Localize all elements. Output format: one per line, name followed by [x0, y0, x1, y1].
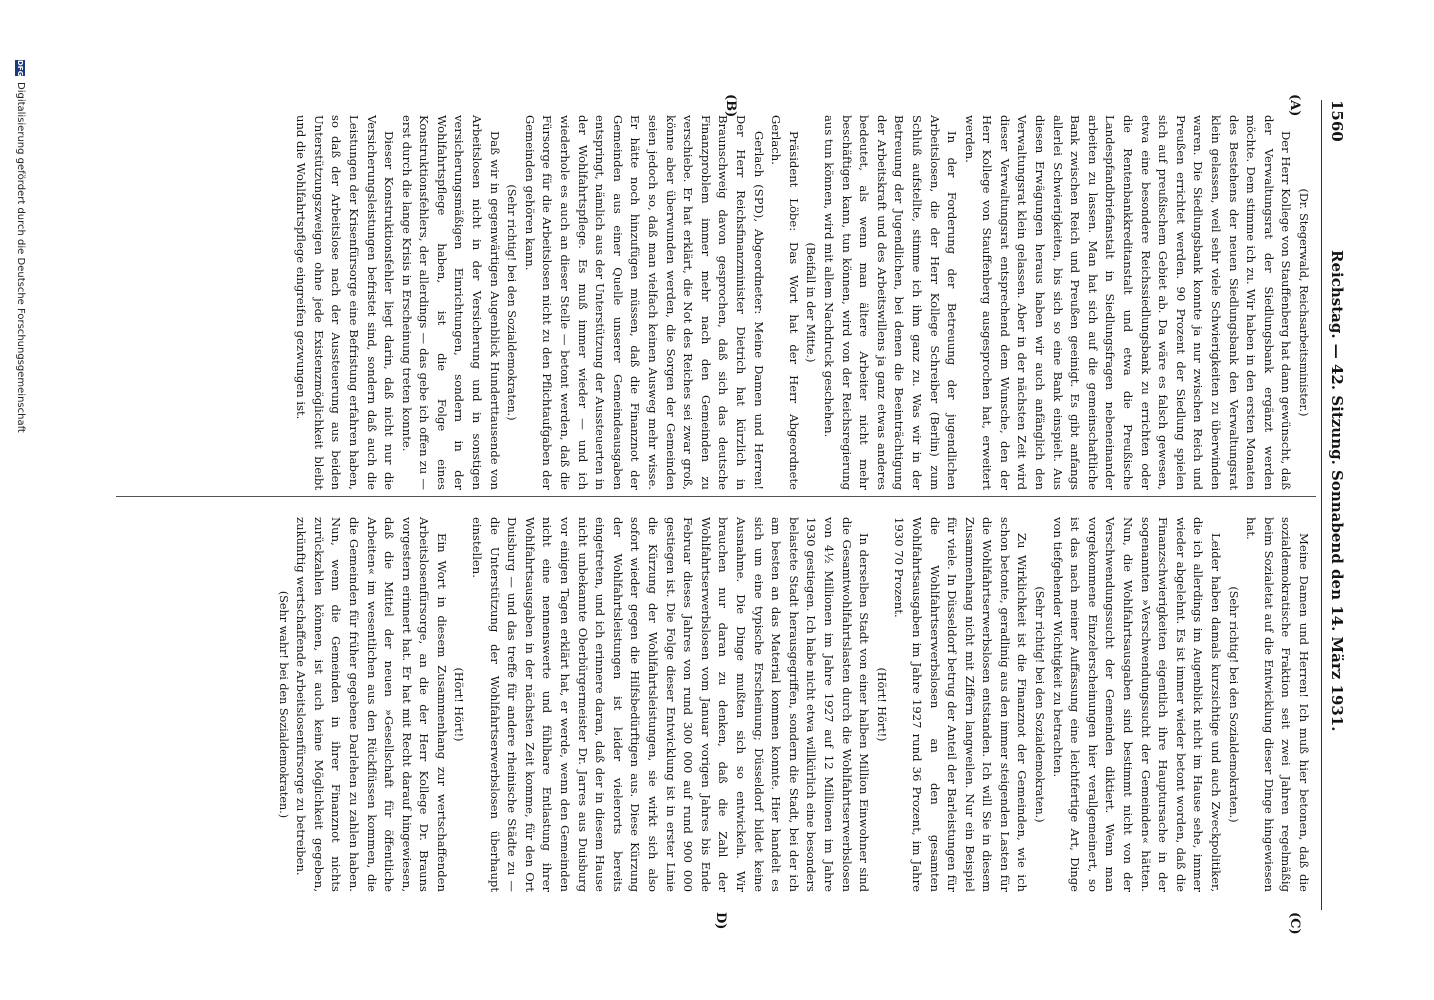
column-divider — [116, 496, 1316, 497]
interjection: (Sehr richtig! bei den Sozialdemokraten.) — [1226, 586, 1240, 823]
page-header — [1324, 100, 1346, 910]
interjection: (Sehr wahr! bei den Sozialdemokraten.) — [276, 590, 290, 819]
paragraph: In derselben Stadt von einer halben Million Einwohner sind die Gesamtwohlfahrtslasten durch die Wohlfahrtserwerbslosen von 4½ Millionen im Jahre 1927 auf 12 Millionen im Jahre 1930 gestiegen. Ich habe nicht etwa willkürlich eine besonders belastete Stadt herausgegriffen, sondern die Stadt, bei der ich am besten an das Material kommen konnte. Hier handelt es sich um eine typische Erscheinung; Düsseldorf bildet keine Ausnahme. Die Dinge mußten sich so entwickeln. Wir brauchen nur daran zu denken, daß die Zahl der Wohlfahrtserwerbslosen vom Januar vorigen Jahres bis Ende Februar dieses Jahres von rund 300 000 auf rund 900 000 gestiegen ist. Die Folge dieser Entwicklung ist in erster Linie die Kürzung der Wohlfahrtsleistungen, sie wirkt sich also sofort wieder gegen die Hilfsbedürftigen aus. Diese Kürzung der Wohlfahrtsleistungen ist leider vielerorts bereits eingetreten, und ich erinnere daran, daß der in diesem Hause nicht unbekannte Oberbürgermeister Dr. Jarres aus Duisburg vor einigen Tagen erklärt hat, er werde, wenn den Gemeinden nicht eine nennenswerte und fühlbare Entlastung ihrer Wohlfahrtsausgaben in der nächsten Zeit komme, für den Ort Duisburg — und das treffe für andere rheinische Städte zu — die Unterstützung der Wohlfahrtserwerbslosen überhaupt einstellen. — [470, 517, 872, 892]
paragraph: Gerlach (SPD), Abgeordneter: Meine Damen und Herren! Der Herr Reichsfinanzminister Dietrich hat kürzlich in Braunschweig davon gesprochen, daß sich das deutsche Finanzproblem immer mehr nach den Gemeinden zu verschiebe. Er hat erklärt, die Not des Reiches sei zwar groß, könne aber überwunden werden, die Sorgen der Gemeinden seien jedoch so, daß man vielfach keinen Ausweg mehr wisse. Er hätte noch hinzufügen müssen, daß die Finanznot der Gemeinden aus einer Quelle unserer Gemeindeausgaben entspringt, nämlich aus der Unterstützung der Aussteuerten in der Wohlfahrtspflege. Es muß immer wieder — und ich wiederhole es auch an dieser Stelle — betont werden, daß die Fürsorge für die Arbeitslosen nicht zu den Pflichtaufgaben der Gemeinden gehören kann. — [522, 115, 766, 490]
paragraph: Daß wir in gegenwärtigen Augenblick Hunderttausende von Arbeitslosen nicht in der Versicherung und in sonstigen versicherungsmäßigen Einrichtungen, sondern in der Wohlfahrtspflege haben, ist die Folge eines Konstruktionsfehlers, der allerdings — das gebe ich offen zu — erst durch die lange Krisis in Erscheinung treten konnte. — [399, 115, 502, 490]
digitization-footer — [15, 60, 26, 960]
paragraph: Meine Damen und Herren! Ich muß hier betonen, daß die sozialdemokratische Fraktion seit zwei Jahren regelmäßig beim Sozialetat auf die Entwicklung dieser Dinge hingewiesen hat. — [1244, 517, 1311, 892]
page-number: 1560 — [1328, 100, 1346, 142]
paragraph: Präsident Löbe: Das Wort hat der Herr Abgeordnete Gerlach. — [769, 115, 801, 490]
margin-mark-d: D) — [713, 912, 728, 930]
interjection: (Hört! Hört!) — [874, 667, 888, 742]
paragraph: Der Herr Kollege von Stauffenberg hat dann gewünscht, daß der Verwaltungsrat der Siedlungsbank ergänzt werden möchte. Dem stimme ich zu. Wir haben in den ersten Monaten des Bestehens der neuen Siedlungsbank den Verwaltungsrat klein gelassen, weil sehr viele Schwierigkeiten zu überwinden waren. Die Siedlungsbank konnte ja nur zwischen Reich und Preußen errichtet werden. 90 Prozent der Siedlung spielen sich auf preußischem Gebiet ab. Da wäre es falsch gewesen, etwa eine besondere Reichssiedlungsbank zu errichten oder die Rentenbankkreditanstalt und etwa die Preußische Landespfandbriefanstalt in Siedlungsfragen nebeneinander arbeiten zu lassen. Man hat sich auf die gemeinschaftliche Bank zwischen Reich und Preußen geeinigt. Es gibt anfangs allerlei Schwierigkeiten, bis sich so eine Bank einspielt. Aus diesen Erwägungen heraus haben wir auch anfänglich den Verwaltungsrat klein gelassen. Aber in der nächsten Zeit wird dieser Verwaltungsrat entsprechend dem Wunsche, den der Herr Kollege von Stauffenberg ausgesprochen hat, erweitert werden. — [962, 115, 1294, 490]
paragraph: Ein Wort in diesem Zusammenhang zur wertschaffenden Arbeitslosenfürsorge, an die der Herr Kollege Dr. Brauns vorgestern erinnert hat. Er hat mit Recht darauf hingewiesen, daß die Mittel der neuen »Gesellschaft für öffentliche Arbeiten« im wesentlichen aus den Rückflüssen kommen, die die Gemeinden für früher gegebene Darlehen zu zahlen haben. Nun, wenn die Gemeinden in ihrer Finanznot nichts zurückzahlen können, ist auch keine Möglichkeit gegeben, zukünftig wertschaffende Arbeitslosenfürsorge zu betreiben. — [294, 517, 449, 892]
right-column — [274, 517, 1312, 892]
left-column — [292, 115, 1312, 490]
speaker-note: (Dr. Stegerwald, Reichsarbeitsminister.) — [1297, 188, 1310, 417]
interjection: (Sehr richtig! bei den Sozialdemokraten.) — [1033, 586, 1047, 823]
paragraph: Zu Wirklichkeit ist die Finanznot der Gemeinden, wie ich schon betonte, geradlinig aus den immer steigenden Lasten für die Wohlfahrtserwerbslosen entstanden. Ich will Sie in diesem Zusammenhang nicht mit Ziffern langweilen. Nur ein Beispiel für viele. In Düsseldorf betrug der Anteil der Barleistungen für die Wohlfahrtserwerbslosen an den gesamten Wohlfahrtsausgaben im Jahre 1927 rund 36 Prozent, im Jahre 1930 70 Prozent. — [892, 517, 1030, 892]
footer-text: Digitalisierung gefördert durch die Deutsche Forschungsgemeinschaft — [15, 82, 26, 433]
paragraph: Dieser Konstruktionsfehler liegt darin, daß nicht nur die Versicherungsleistungen befristet sind, sondern daß auch die Leistungen der Krisenfürsorge eine Befristung erfahren haben, so daß der Arbeitslose nach der Aussteuerung aus beiden Unterstützungszweigen ohne jede Existenzmöglichkeit bleibt und die Wohlfahrtspflege eingreifen gezwungen ist. — [294, 115, 397, 490]
interjection: (Sehr richtig! bei den Sozialdemokraten.) — [505, 184, 519, 421]
interjection: (Hört! Hört!) — [452, 667, 466, 742]
running-title: Reichstag. — 42. Sitzung. Sonnabend den 14. März 1931. — [1328, 250, 1346, 732]
header-rule — [1321, 100, 1322, 910]
margin-mark-b: (B) — [723, 94, 738, 118]
dfg-logo-icon: DFG — [16, 60, 25, 77]
paragraph: In der Forderung der Betreuung der jugendlichen Arbeitslosen, die der Herr Kollege Schreiber (Berlin) zum Schluß aufstellte, stimme ich ihm ganz zu. Was wir in der Betreuung der Jugendlichen, bei denen die Beeinträchtigung der Arbeitskraft und des Arbeitswillens ja ganz etwas anderes bedeutet, als wenn man ältere Arbeiter nicht mehr beschäftigen kann, tun können, wird von der Reichsregierung aus tun können, wird mit allem Nachdruck geschehen. — [821, 115, 960, 490]
margin-mark-c: (C) — [1287, 912, 1302, 935]
margin-mark-a: (A) — [1287, 94, 1302, 117]
paragraph: Leider haben damals kurzsichtige und auch Zweckpolitiker, die ich allerdings im Augenblick nicht im Hause sehe, immer wieder abgelehnt. Es ist immer wieder betont worden, daß die Finanzschwierigkeiten eigentlich ihre Hauptursache in der sogenannten »Verschwendungssucht der Gemeinden« hätten. Nun, die Wohlfahrtsausgaben sind bestimmt nicht von der Verschwendungssucht der Gemeinden diktiert. Wenn man vorgekommene Einzelerscheinungen hier verallgemeinert, so ist das nach meiner Auffassung eine leichtfertige Art, Dinge von tiefgehender Wichtigkeit zu betrachten. — [1050, 517, 1224, 892]
interjection: (Beifall in der Mitte.) — [804, 242, 818, 363]
